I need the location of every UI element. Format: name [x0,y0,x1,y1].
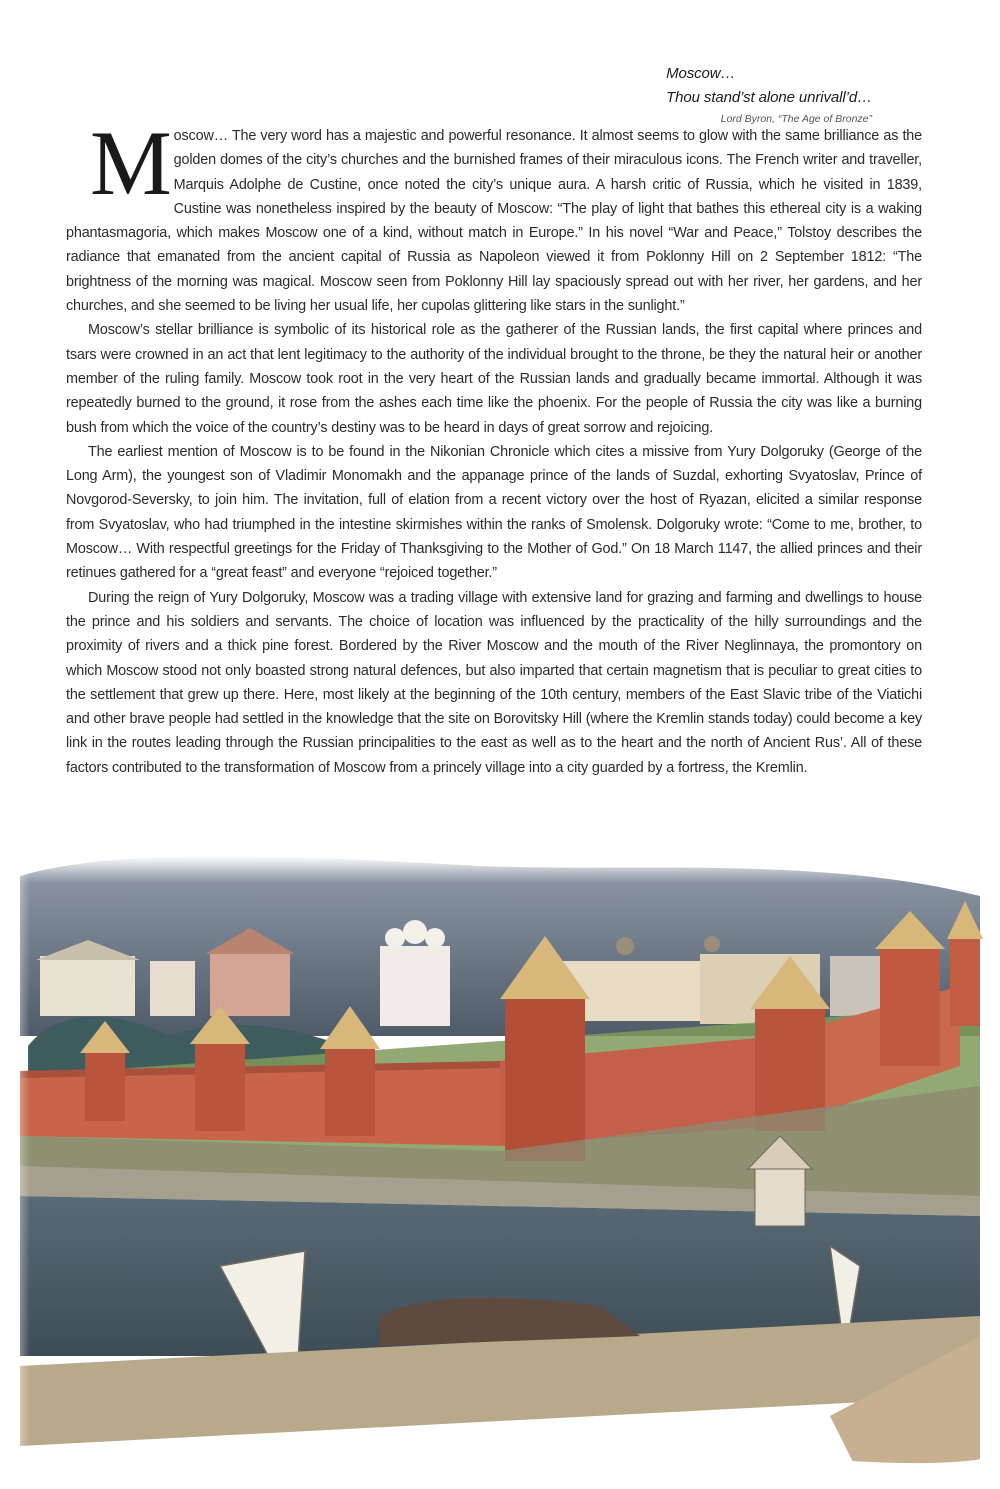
kremlin-painting [0,836,1000,1489]
paragraph-3: The earliest mention of Moscow is to be found in the Nikonian Chronicle which cites a missive from Yury Dolgoruky (George of the Long Arm), the youngest son of Vladimir Monomakh and the appanage prince of the lands of Suzdal, exhorting Svyatoslav, Prince of Novgorod-Seversky, to join him. The invitation, full of elation from a recent victory over the host of Ryazan, elicited a similar response from Svyatoslav, who had triumphed in the intestine skirmishes within the ranks of Smolensk. Dolgoruky wrote: “Come to me, brother, to Moscow… With respectful greetings for the Friday of Thanksgiving to the Mother of God.” On 18 March 1147, the allied princes and their retinues gathered for a “great feast” and everyone “rejoiced together.” [66,443,922,582]
paragraph-1-text: oscow… The very word has a majestic and powerful resonance. It almost seems to glow with the same brilliance as the golden domes of the city’s churches and the burnished frames of their miraculous icons. The French writer and traveller, Marquis Adolphe de Custine, once noted the city’s unique aura. A harsh critic of Russia, which he visited in 1839, Custine was nonetheless inspired by the beauty of Moscow: “The play of light that bathes this ethereal city is a waking phantasmagoria, which makes Moscow one of a kind, without match in Europe.” In his novel “War and Peace,” Tolstoy describes the radiance that emanated from the ancient capital of Russia as Napoleon viewed it from Poklonny Hill on 2 September 1812: “The brightness of the morning was magical. Moscow seen from Poklonny Hill lay spaciously spread out with her river, her gardens, and her churches, and she seemed to be living her usual life, her cupolas glittering like stars in the sunlight.” [66,128,922,315]
kremlin-illustration [0,836,1000,1489]
paragraph-2: Moscow’s stellar brilliance is symbolic of its historical role as the gatherer of the Russian lands, the first capital where princes and tsars were crowned in an act that lent legitimacy to the authority of the individual brought to the throne, be they the natural heir or another member of the ruling family. Moscow took root in the very heart of the Russian lands and gradually became immortal. Although it was repeatedly burned to the ground, it rose from the ashes each time like the phoenix. For the people of Russia the city was like a burning bush from which the voice of the country’s destiny was to be heard in days of great sorrow and rejoicing. [66,322,922,436]
paragraph-4: During the reign of Yury Dolgoruky, Moscow was a trading village with extensive land for grazing and farming and dwellings to house the prince and his soldiers and servants. The choice of location was influenced by the practicality of the hilly surroundings and the proximity of rivers and a thick pine forest. Bordered by the River Moscow and the mouth of the River Neglinnaya, the promontory on which Moscow stood not only boasted strong natural defences, but also imparted that certain magnetism that is peculiar to great cities to the settlement that grew up there. Here, most likely at the beginning of the 10th century, members of the East Slavic tribe of the Viatichi and other brave people had settled in the knowledge that the site on Borovitsky Hill (where the Kremlin stands today) could become a key link in the routes leading through the Russian principalities to the east as well as to the heart and the north of Ancient Rus’. All of these factors contributed to the transformation of Moscow from a princely village into a city guarded by a fortress, the Kremlin. [66,589,922,776]
drop-cap: M [90,112,172,214]
epigraph-line-1: Moscow… [666,65,736,82]
pavilion [755,1166,805,1226]
epigraph-line-2: Thou stand’st alone unrivall’d… [666,89,872,106]
epigraph [666,62,872,125]
epigraph-source: Lord Byron, “The Age of Bronze” [720,113,872,125]
